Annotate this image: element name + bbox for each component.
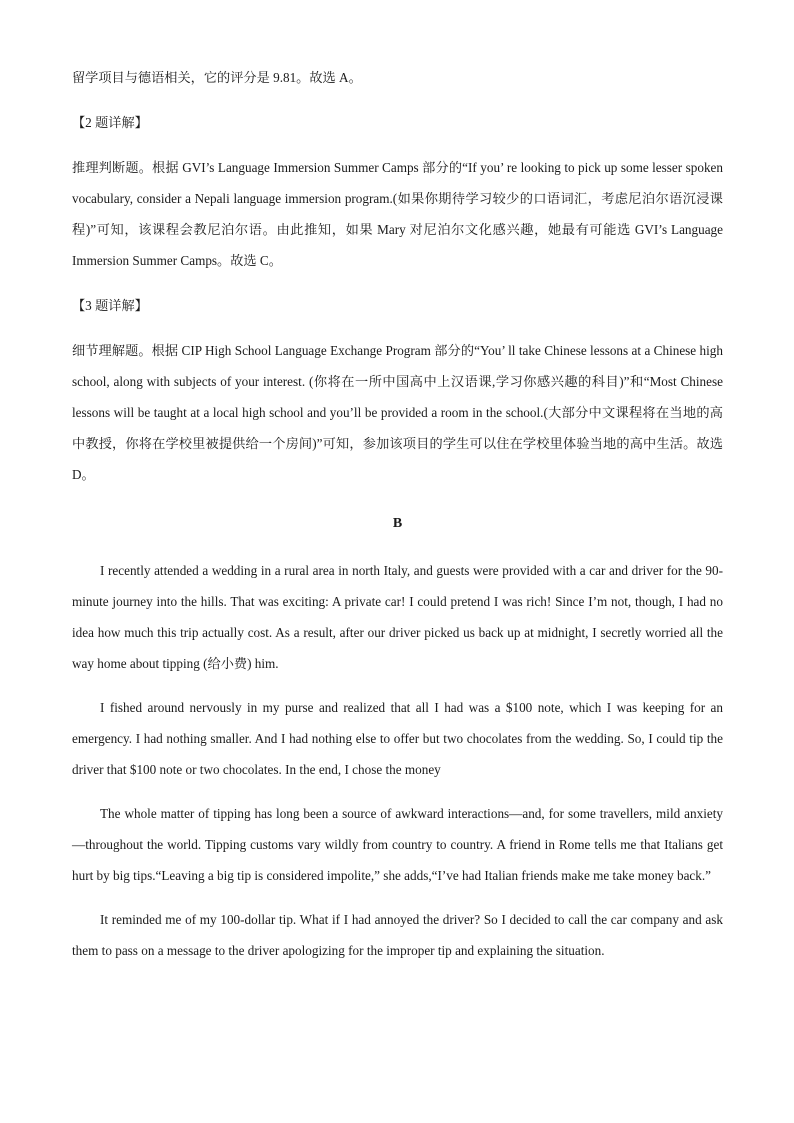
q3-explanation: 细节理解题。根据 CIP High School Language Exchange Program 部分的“You’ ll take Chinese lessons at a Chinese high school, along with subjects of your interest. (你将在一所中国高中上汉语课,学习你感兴趣的科目)”和“Most Chinese lessons will be taught at a local high school and you’ll be provided a room in the school.(大部分中文课程将在当地的高中教授，你将在学校里被提供给一个房间)”可知，参加该项目的学生可以住在学校里体验当地的高中生活。故选 D。 <box>72 343 723 482</box>
q2-heading: 【2 题详解】 <box>72 115 148 130</box>
passage-paragraph: I fished around nervously in my purse and realized that all I had was a $100 note, which I was keeping for an emergency. I had nothing smaller. And I had nothing else to offer but two chocolates from the wedding. So, I could tip the driver that $100 note or two chocolates. In the end, I chose the money <box>72 700 723 777</box>
passage-paragraph: It reminded me of my 100-dollar tip. What if I had annoyed the driver? So I decided to call the car company and ask them to pass on a message to the driver apologizing for the improper tip and explaining the situation. <box>72 912 723 958</box>
passage-paragraph: I recently attended a wedding in a rural area in north Italy, and guests were provided with a car and driver for the 90-minute journey into the hills. That was exciting: A private car! I could pretend I was rich! Since I’m not, though, I had no idea how much this trip actually cost. As a result, after our driver picked us back up at midnight, I secretly worried all the way home about tipping (给小费) him. <box>72 563 723 671</box>
document-page <box>72 62 723 966</box>
passage-title: B <box>392 516 403 531</box>
q2-explanation: 推理判断题。根据 GVI’s Language Immersion Summer Camps 部分的“If you’ re looking to pick up some lesser spoken vocabulary, consider a Nepali language immersion program.(如果你期待学习较少的口语词汇，考虑尼泊尔语沉浸课程)”可知，该课程会教尼泊尔语。由此推知，如果 Mary 对尼泊尔文化感兴趣，她最有可能选 GVI’s Language Immersion Summer Camps。故选 C。 <box>72 160 723 268</box>
q1-answer-tail: 留学项目与德语相关，它的评分是 9.81。故选 A。 <box>72 70 362 85</box>
passage-paragraph: The whole matter of tipping has long been a source of awkward interactions—and, for some travellers, mild anxiety—throughout the world. Tipping customs vary wildly from country to country. A friend in Rome tells me that Italians get hurt by big tips.“Leaving a big tip is considered impolite,” she adds,“I’ve had Italian friends make me take money back.” <box>72 806 723 883</box>
q3-heading: 【3 题详解】 <box>72 298 148 313</box>
